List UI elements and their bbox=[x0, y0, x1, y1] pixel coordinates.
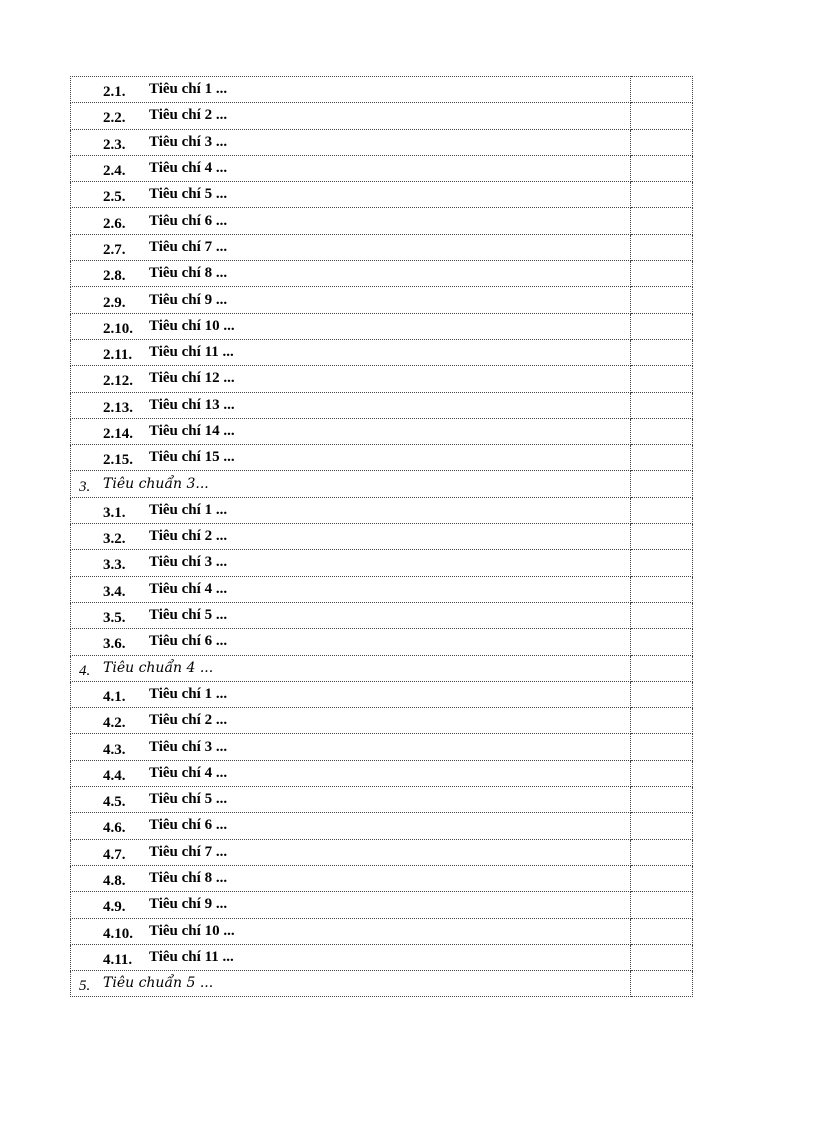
row-label-cell bbox=[71, 155, 631, 181]
row-text: Tiêu chí 4 ... bbox=[149, 764, 228, 781]
criterion-row bbox=[71, 182, 693, 208]
row-text: Tiêu chí 6 ... bbox=[149, 817, 228, 834]
row-text: Tiêu chí 1 ... bbox=[149, 81, 228, 98]
row-side-cell bbox=[631, 708, 693, 734]
row-text: Tiêu chí 8 ... bbox=[149, 265, 228, 282]
row-label-cell bbox=[71, 655, 631, 681]
row-side-cell bbox=[631, 602, 693, 628]
row-label-cell bbox=[71, 524, 631, 550]
row-side-cell bbox=[631, 182, 693, 208]
row-side-cell bbox=[631, 103, 693, 129]
row-number: 2.1. bbox=[103, 84, 126, 101]
row-number: 2.12. bbox=[103, 373, 133, 390]
row-text: Tiêu chí 11 ... bbox=[149, 344, 234, 361]
row-side-cell bbox=[631, 155, 693, 181]
row-side-cell bbox=[631, 313, 693, 339]
row-label-cell bbox=[71, 77, 631, 103]
row-text: Tiêu chí 9 ... bbox=[149, 291, 228, 308]
criterion-row bbox=[71, 865, 693, 891]
criterion-row bbox=[71, 760, 693, 786]
row-label-cell bbox=[71, 182, 631, 208]
row-number: 4.5. bbox=[103, 794, 126, 811]
row-side-cell bbox=[631, 261, 693, 287]
row-number: 2.13. bbox=[103, 399, 133, 416]
row-label-cell bbox=[71, 313, 631, 339]
row-number: 4.4. bbox=[103, 767, 126, 784]
row-number: 2.5. bbox=[103, 189, 126, 206]
row-number: 3.5. bbox=[103, 610, 126, 627]
criterion-row bbox=[71, 524, 693, 550]
row-text: Tiêu chí 8 ... bbox=[149, 870, 228, 887]
row-number: 4. bbox=[79, 662, 91, 679]
row-side-cell bbox=[631, 366, 693, 392]
criterion-row bbox=[71, 155, 693, 181]
criterion-row bbox=[71, 839, 693, 865]
criterion-row bbox=[71, 944, 693, 970]
criterion-row bbox=[71, 576, 693, 602]
row-side-cell bbox=[631, 445, 693, 471]
row-label-cell bbox=[71, 787, 631, 813]
criterion-row bbox=[71, 234, 693, 260]
criterion-row bbox=[71, 602, 693, 628]
row-text: Tiêu chí 10 ... bbox=[149, 922, 235, 939]
row-text: Tiêu chí 4 ... bbox=[149, 580, 228, 597]
row-label-cell bbox=[71, 971, 631, 997]
row-label-cell bbox=[71, 103, 631, 129]
criterion-row bbox=[71, 129, 693, 155]
row-side-cell bbox=[631, 681, 693, 707]
row-label-cell bbox=[71, 576, 631, 602]
row-side-cell bbox=[631, 550, 693, 576]
criterion-row bbox=[71, 392, 693, 418]
row-number: 3.6. bbox=[103, 636, 126, 653]
row-label-cell bbox=[71, 681, 631, 707]
criterion-row bbox=[71, 366, 693, 392]
row-text: Tiêu chí 4 ... bbox=[149, 160, 228, 177]
criterion-row bbox=[71, 208, 693, 234]
criterion-row bbox=[71, 261, 693, 287]
criterion-row bbox=[71, 77, 693, 103]
row-label-cell bbox=[71, 339, 631, 365]
row-side-cell bbox=[631, 208, 693, 234]
row-number: 5. bbox=[79, 978, 91, 995]
standard-row bbox=[71, 655, 693, 681]
row-text: Tiêu chí 7 ... bbox=[149, 843, 228, 860]
criterion-row bbox=[71, 103, 693, 129]
criterion-row bbox=[71, 787, 693, 813]
row-number: 4.7. bbox=[103, 846, 126, 863]
criterion-row bbox=[71, 550, 693, 576]
row-label-cell bbox=[71, 234, 631, 260]
row-text: Tiêu chí 9 ... bbox=[149, 896, 228, 913]
criteria-table-body bbox=[71, 77, 693, 997]
row-text: Tiêu chí 3 ... bbox=[149, 738, 228, 755]
row-side-cell bbox=[631, 865, 693, 891]
criterion-row bbox=[71, 445, 693, 471]
row-label-cell bbox=[71, 708, 631, 734]
row-side-cell bbox=[631, 760, 693, 786]
row-number: 4.8. bbox=[103, 873, 126, 890]
row-text: Tiêu chí 5 ... bbox=[149, 186, 228, 203]
standard-row bbox=[71, 971, 693, 997]
row-number: 4.10. bbox=[103, 925, 133, 942]
row-label-cell bbox=[71, 944, 631, 970]
row-text: Tiêu chí 6 ... bbox=[149, 212, 228, 229]
row-side-cell bbox=[631, 339, 693, 365]
row-text: Tiêu chuẩn 3... bbox=[103, 475, 209, 492]
row-label-cell bbox=[71, 734, 631, 760]
row-number: 4.1. bbox=[103, 688, 126, 705]
row-label-cell bbox=[71, 366, 631, 392]
criterion-row bbox=[71, 287, 693, 313]
row-number: 4.11. bbox=[103, 951, 133, 968]
criterion-row bbox=[71, 734, 693, 760]
row-side-cell bbox=[631, 892, 693, 918]
row-side-cell bbox=[631, 944, 693, 970]
row-side-cell bbox=[631, 813, 693, 839]
row-text: Tiêu chuẩn 4 ... bbox=[103, 659, 214, 676]
row-side-cell bbox=[631, 392, 693, 418]
row-label-cell bbox=[71, 392, 631, 418]
row-number: 2.2. bbox=[103, 110, 126, 127]
row-side-cell bbox=[631, 629, 693, 655]
criteria-table bbox=[70, 76, 693, 997]
row-side-cell bbox=[631, 77, 693, 103]
criterion-row bbox=[71, 313, 693, 339]
row-text: Tiêu chí 15 ... bbox=[149, 449, 235, 466]
row-side-cell bbox=[631, 524, 693, 550]
row-text: Tiêu chí 10 ... bbox=[149, 317, 235, 334]
row-number: 2.11. bbox=[103, 347, 133, 364]
row-label-cell bbox=[71, 287, 631, 313]
row-number: 3.1. bbox=[103, 504, 126, 521]
row-number: 2.6. bbox=[103, 215, 126, 232]
row-text: Tiêu chí 3 ... bbox=[149, 554, 228, 571]
row-text: Tiêu chí 2 ... bbox=[149, 528, 228, 545]
criterion-row bbox=[71, 418, 693, 444]
row-text: Tiêu chí 1 ... bbox=[149, 501, 228, 518]
row-side-cell bbox=[631, 129, 693, 155]
row-number: 4.9. bbox=[103, 899, 126, 916]
row-side-cell bbox=[631, 787, 693, 813]
criterion-row bbox=[71, 681, 693, 707]
row-number: 2.10. bbox=[103, 320, 133, 337]
row-label-cell bbox=[71, 892, 631, 918]
row-number: 4.3. bbox=[103, 741, 126, 758]
row-number: 3. bbox=[79, 478, 91, 495]
row-side-cell bbox=[631, 839, 693, 865]
criterion-row bbox=[71, 813, 693, 839]
row-text: Tiêu chí 14 ... bbox=[149, 423, 235, 439]
row-text: Tiêu chí 12 ... bbox=[149, 370, 235, 387]
criterion-row bbox=[71, 892, 693, 918]
row-label-cell bbox=[71, 208, 631, 234]
row-side-cell bbox=[631, 576, 693, 602]
criterion-row bbox=[71, 918, 693, 944]
row-side-cell bbox=[631, 234, 693, 260]
row-number: 4.2. bbox=[103, 715, 126, 732]
criterion-row bbox=[71, 708, 693, 734]
row-text: Tiêu chuẩn 5 ... bbox=[103, 975, 214, 992]
row-number: 2.15. bbox=[103, 452, 133, 469]
row-number: 3.3. bbox=[103, 557, 126, 574]
row-label-cell bbox=[71, 760, 631, 786]
row-text: Tiêu chí 13 ... bbox=[149, 396, 235, 413]
row-label-cell bbox=[71, 918, 631, 944]
row-number: 2.14. bbox=[103, 426, 133, 442]
row-label-cell bbox=[71, 550, 631, 576]
row-side-cell bbox=[631, 971, 693, 997]
row-side-cell bbox=[631, 655, 693, 681]
criterion-row bbox=[71, 629, 693, 655]
row-label-cell bbox=[71, 865, 631, 891]
row-text: Tiêu chí 6 ... bbox=[149, 633, 228, 650]
row-side-cell bbox=[631, 497, 693, 523]
criterion-row bbox=[71, 497, 693, 523]
row-number: 2.7. bbox=[103, 241, 126, 258]
criterion-row bbox=[71, 339, 693, 365]
row-label-cell bbox=[71, 839, 631, 865]
row-number: 3.2. bbox=[103, 531, 126, 548]
row-text: Tiêu chí 2 ... bbox=[149, 107, 228, 124]
row-text: Tiêu chí 1 ... bbox=[149, 685, 228, 702]
row-text: Tiêu chí 5 ... bbox=[149, 607, 228, 624]
row-text: Tiêu chí 3 ... bbox=[149, 133, 228, 150]
row-label-cell bbox=[71, 261, 631, 287]
row-number: 2.3. bbox=[103, 136, 126, 153]
standard-row bbox=[71, 471, 693, 497]
row-side-cell bbox=[631, 734, 693, 760]
row-label-cell bbox=[71, 602, 631, 628]
row-label-cell bbox=[71, 497, 631, 523]
row-text: Tiêu chí 7 ... bbox=[149, 238, 228, 255]
row-label-cell bbox=[71, 445, 631, 471]
row-number: 2.8. bbox=[103, 268, 126, 285]
row-number: 4.6. bbox=[103, 820, 126, 837]
row-number: 2.4. bbox=[103, 163, 126, 180]
row-text: Tiêu chí 2 ... bbox=[149, 712, 228, 729]
row-number: 2.9. bbox=[103, 294, 126, 311]
row-label-cell bbox=[71, 418, 631, 444]
row-label-cell bbox=[71, 813, 631, 839]
row-label-cell bbox=[71, 471, 631, 497]
row-side-cell bbox=[631, 418, 693, 444]
row-label-cell bbox=[71, 129, 631, 155]
row-side-cell bbox=[631, 287, 693, 313]
row-side-cell bbox=[631, 471, 693, 497]
row-label-cell bbox=[71, 629, 631, 655]
row-text: Tiêu chí 11 ... bbox=[149, 948, 234, 965]
row-side-cell bbox=[631, 918, 693, 944]
row-number: 3.4. bbox=[103, 583, 126, 600]
row-text: Tiêu chí 5 ... bbox=[149, 791, 228, 808]
